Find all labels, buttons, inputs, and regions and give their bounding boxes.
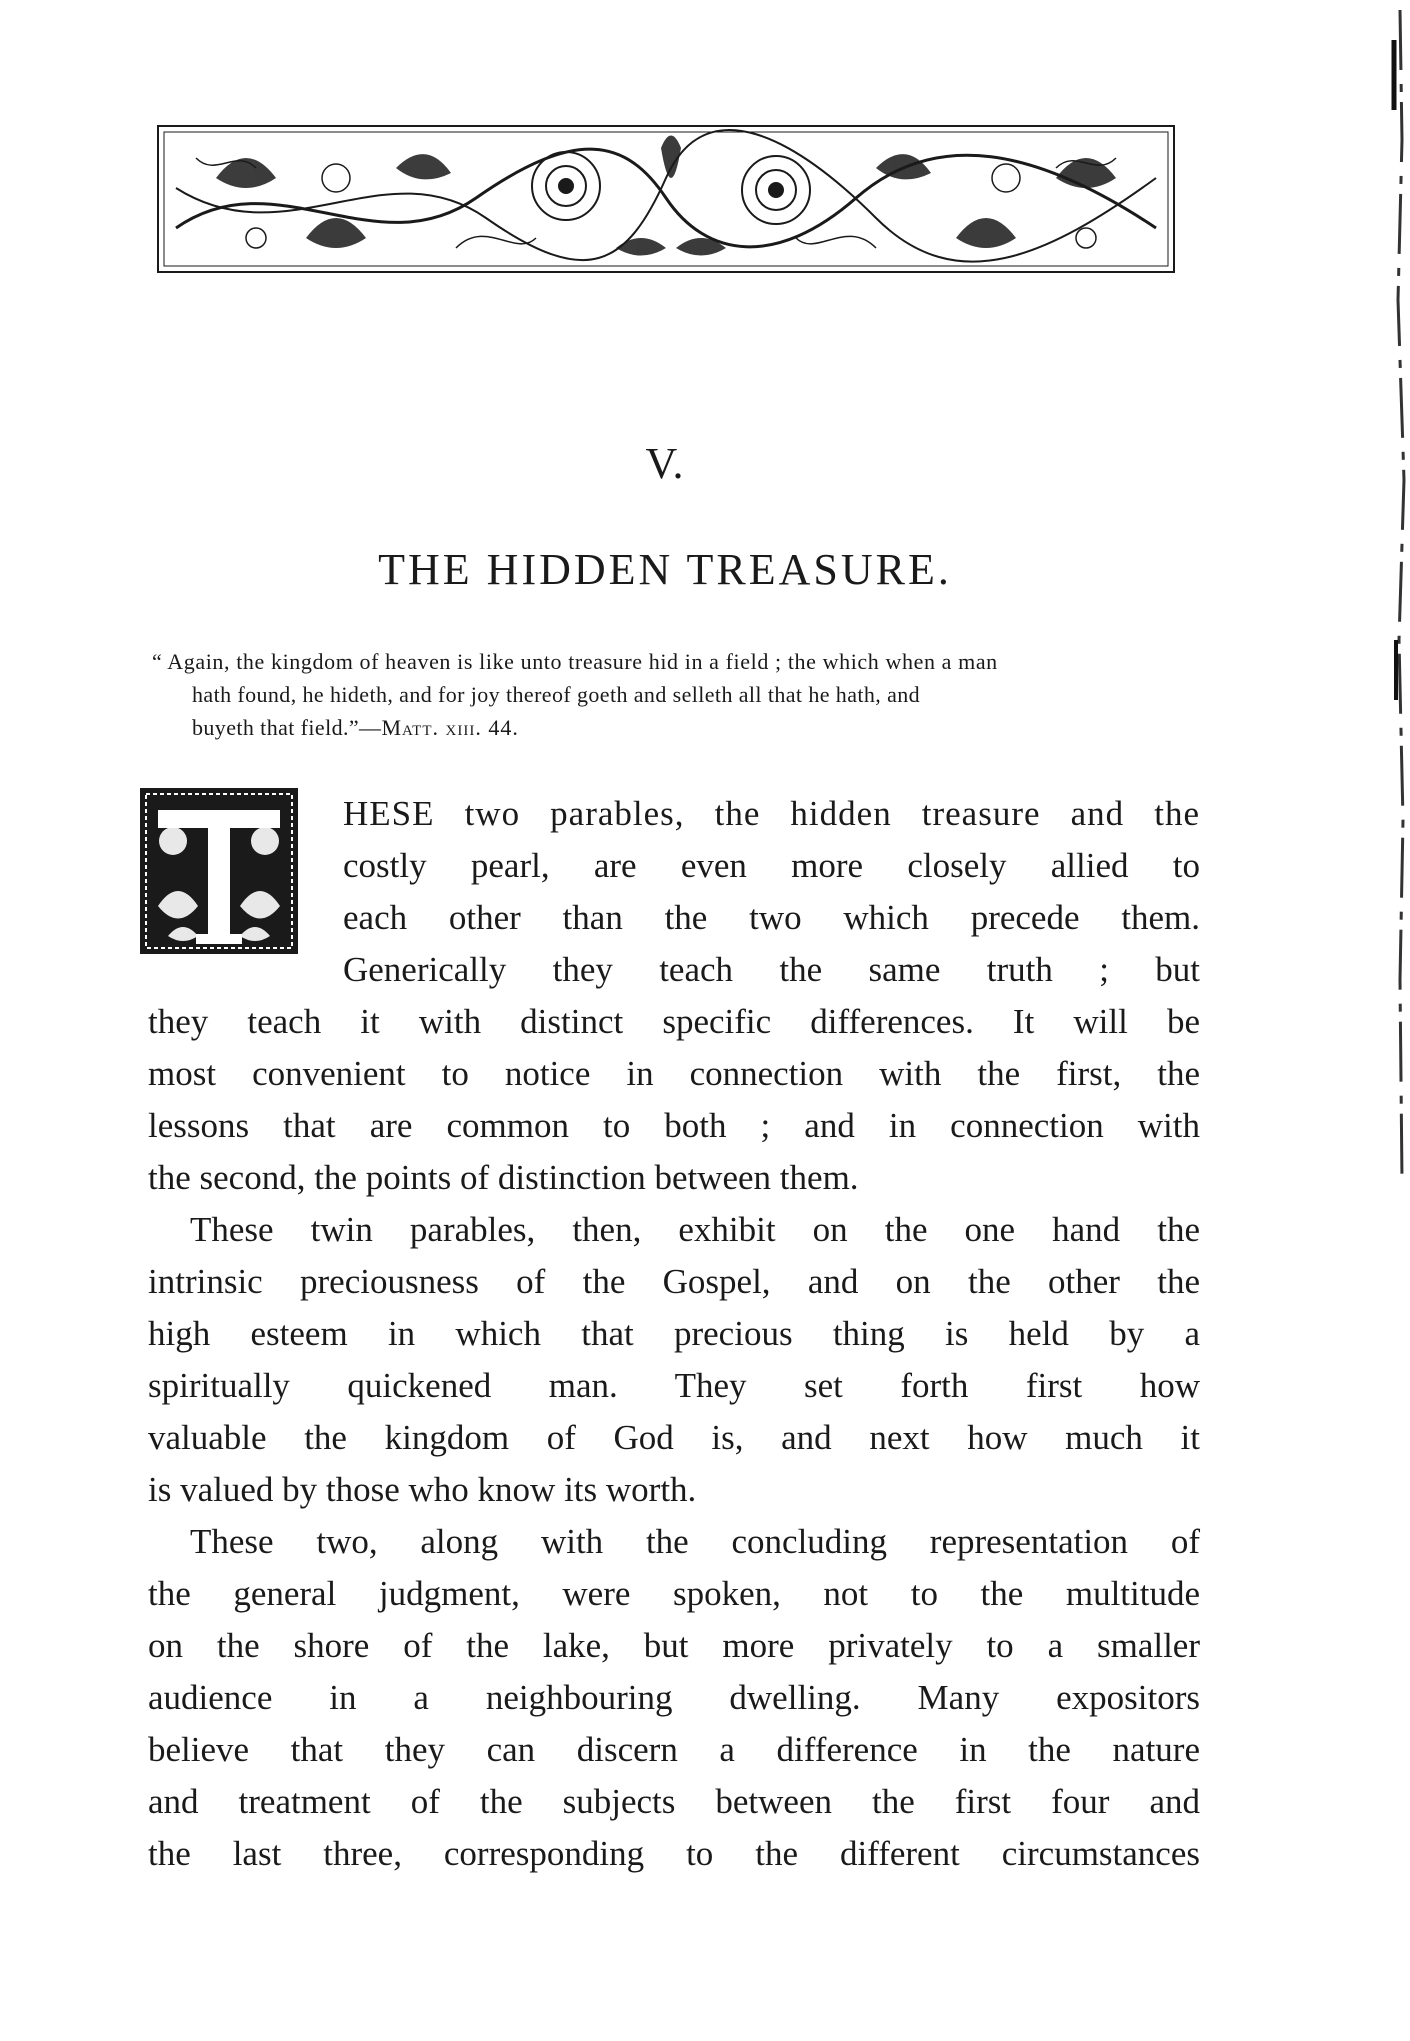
epigraph-line: hath found, he hideth, and for joy thereof goeth and selleth all that he hath, and: [192, 682, 921, 707]
text-line: HESE two parables, the hidden treasure and the: [343, 794, 1200, 833]
text-line: lessons that are common to both ; and in connection with: [148, 1106, 1200, 1145]
paragraph: [148, 788, 1200, 1204]
text-line: high esteem in which that precious thing is held by a: [148, 1314, 1200, 1353]
page-edge-artifact: [1380, 0, 1410, 1300]
text-line: intrinsic preciousness of the Gospel, and on the other the: [148, 1262, 1200, 1301]
text-line: is valued by those who know its worth.: [148, 1470, 697, 1509]
epigraph-line: “ Again, the kingdom of heaven is like unto treasure hid in a field ; the which when a man: [152, 649, 998, 674]
text-line: the general judgment, were spoken, not to the multitude: [148, 1574, 1200, 1613]
epigraph: [152, 645, 1194, 744]
text-line: the last three, corresponding to the different circumstances: [148, 1834, 1200, 1873]
epigraph-line: [152, 711, 1194, 744]
text-line: These twin parables, then, exhibit on the one hand the: [190, 1210, 1200, 1249]
text-line: These two, along with the concluding representation of: [190, 1522, 1200, 1561]
text-line: on the shore of the lake, but more privately to a smaller: [148, 1626, 1200, 1665]
text-line: spiritually quickened man. They set forth first how: [148, 1366, 1200, 1405]
text-line: most convenient to notice in connection with the first, the: [148, 1054, 1200, 1093]
chapter-title: THE HIDDEN TREASURE.: [378, 545, 952, 594]
text-line: and treatment of the subjects between the first four and: [148, 1782, 1200, 1821]
text-line: believe that they can discern a difference in the nature: [148, 1730, 1200, 1769]
chapter-number: V.: [645, 439, 685, 488]
paragraph: [148, 1204, 1200, 1516]
text-line: valuable the kingdom of God is, and next how much it: [148, 1418, 1200, 1457]
floral-headpiece-icon: [156, 118, 1176, 280]
epigraph-text: buyeth that field.”—: [192, 715, 382, 740]
text-line: costly pearl, are even more closely allied to: [343, 846, 1200, 885]
text-line: Generically they teach the same truth ; but: [343, 950, 1200, 989]
scripture-reference: Matt. xiii. 44.: [381, 715, 519, 740]
paragraph: [148, 1516, 1200, 1880]
text-line: audience in a neighbouring dwelling. Many expositors: [148, 1678, 1200, 1717]
text-line: they teach it with distinct specific differences. It will be: [148, 1002, 1200, 1041]
text-line: each other than the two which precede them.: [343, 898, 1200, 937]
text-line: the second, the points of distinction between them.: [148, 1158, 859, 1197]
chapter-body: [148, 788, 1200, 1880]
